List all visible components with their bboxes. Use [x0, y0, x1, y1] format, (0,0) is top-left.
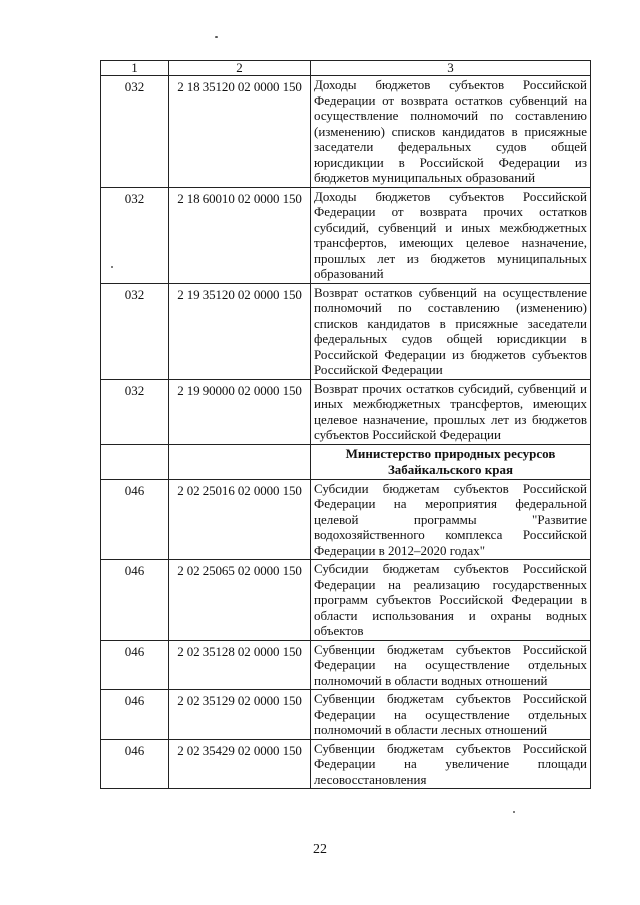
budget-classification-code: 2 18 60010 02 0000 150 — [169, 187, 311, 283]
page-number: 22 — [313, 842, 327, 857]
revenue-description: Доходы бюджетов субъектов Российской Федерации от возврата остатков субвенций на осуществление полномочий по составлению (изменению) списков кандидатов в присяжные заседатели федеральных судов общей юрисдикции в Российской Федерации из бюджетов муниципальных образований — [311, 76, 591, 188]
ministry-title: Министерство природных ресурсов Забайкальского края — [311, 444, 591, 479]
table-row — [101, 283, 591, 379]
budget-classification-code: 2 02 25016 02 0000 150 — [169, 479, 311, 560]
revenue-description: Субсидии бюджетам субъектов Российской Федерации на реализацию государственных программ субъектов Российской Федерации в области использования и охраны водных объектов — [311, 560, 591, 641]
table-row — [101, 640, 591, 690]
administrator-code: 046 — [101, 560, 169, 641]
empty-cell — [169, 444, 311, 479]
budget-classification-code: 2 02 35129 02 0000 150 — [169, 690, 311, 740]
table-row — [101, 187, 591, 283]
empty-cell — [101, 444, 169, 479]
administrator-code: 032 — [101, 187, 169, 283]
budget-classification-code: 2 02 35128 02 0000 150 — [169, 640, 311, 690]
revenue-description: Субвенции бюджетам субъектов Российской Федерации на осуществление отдельных полномочий в области водных отношений — [311, 640, 591, 690]
table-body — [101, 61, 591, 789]
section-row — [101, 444, 591, 479]
scan-speck — [513, 811, 515, 813]
column-number: 1 — [101, 61, 169, 76]
administrator-code: 046 — [101, 690, 169, 740]
table-row — [101, 560, 591, 641]
column-number-row — [101, 61, 591, 76]
table-row — [101, 690, 591, 740]
budget-classification-code: 2 02 25065 02 0000 150 — [169, 560, 311, 641]
budget-classification-code: 2 02 35429 02 0000 150 — [169, 739, 311, 789]
budget-classification-code: 2 19 35120 02 0000 150 — [169, 283, 311, 379]
revenue-description: Возврат остатков субвенций на осуществление полномочий по составлению (изменению) списков кандидатов в присяжные заседатели федеральных судов общей юрисдикции в Российской Федерации из бюджетов субъектов Российской Федерации — [311, 283, 591, 379]
administrator-code: 032 — [101, 76, 169, 188]
table-row — [101, 76, 591, 188]
table-row — [101, 479, 591, 560]
table-row — [101, 739, 591, 789]
revenue-description: Субсидии бюджетам субъектов Российской Федерации на мероприятия федеральной целевой программы "Развитие водохозяйственного комплекса Российской Федерации в 2012–2020 годах" — [311, 479, 591, 560]
budget-codes-table — [100, 60, 591, 789]
revenue-description: Возврат прочих остатков субсидий, субвенций и иных межбюджетных трансфертов, имеющих целевое назначение, прошлых лет из бюджетов субъектов Российской Федерации — [311, 379, 591, 444]
administrator-code: 046 — [101, 640, 169, 690]
revenue-description: Субвенции бюджетам субъектов Российской Федерации на увеличение площади лесовосстановления — [311, 739, 591, 789]
budget-classification-code: 2 19 90000 02 0000 150 — [169, 379, 311, 444]
table-row — [101, 379, 591, 444]
scan-speck — [215, 36, 218, 38]
column-number: 2 — [169, 61, 311, 76]
column-number: 3 — [311, 61, 591, 76]
administrator-code: 046 — [101, 479, 169, 560]
budget-classification-code: 2 18 35120 02 0000 150 — [169, 76, 311, 188]
revenue-description: Доходы бюджетов субъектов Российской Федерации от возврата прочих остатков субсидий, субвенций и иных межбюджетных трансфертов, имеющих целевое назначение, прошлых лет из бюджетов муниципальных образований — [311, 187, 591, 283]
administrator-code: 032 — [101, 379, 169, 444]
administrator-code: 032 — [101, 283, 169, 379]
revenue-description: Субвенции бюджетам субъектов Российской Федерации на осуществление отдельных полномочий в области лесных отношений — [311, 690, 591, 740]
administrator-code: 046 — [101, 739, 169, 789]
